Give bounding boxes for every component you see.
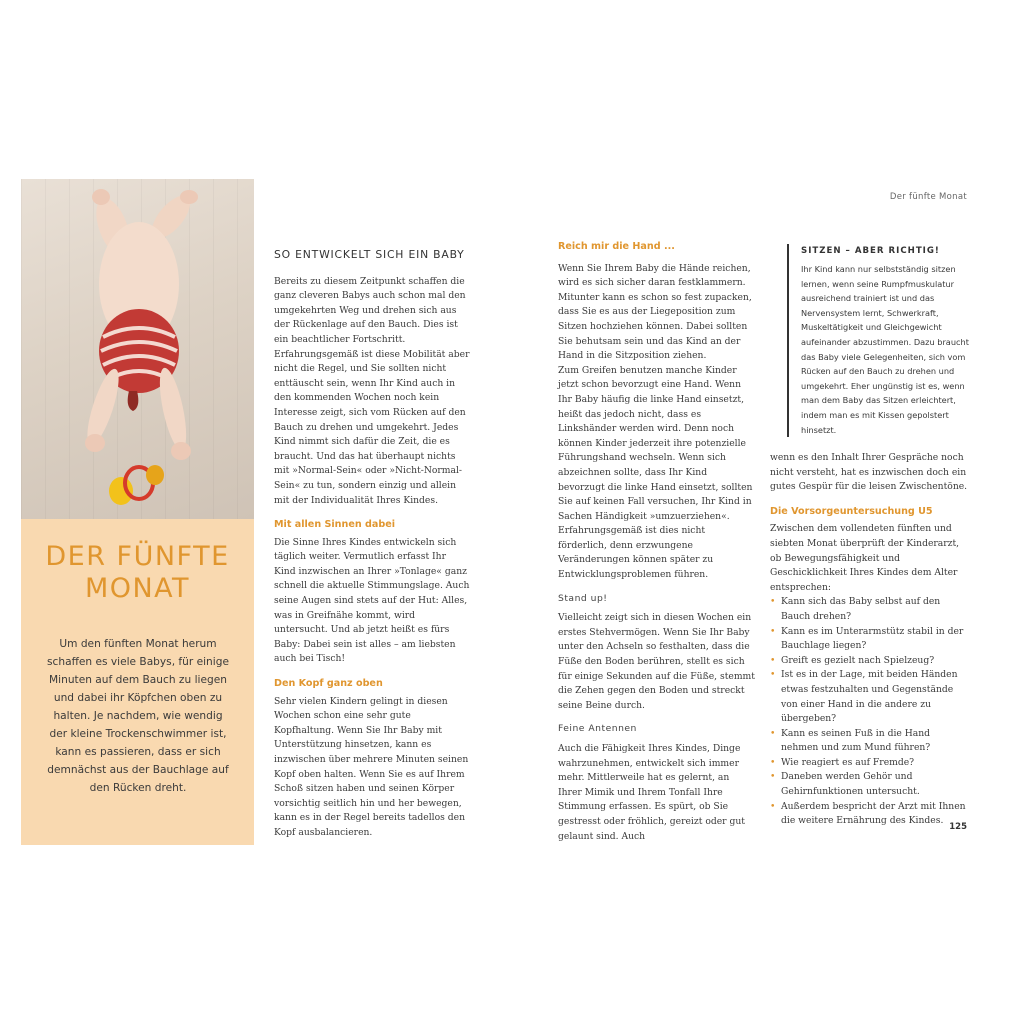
- baby-illustration: [21, 179, 254, 519]
- list-item: • Kann sich das Baby selbst auf den Bauch drehen?: [770, 595, 968, 624]
- list-item: • Wie reagiert es auf Fremde?: [770, 756, 968, 771]
- running-head: Der fünfte Monat: [889, 192, 967, 202]
- tip-box-title: SITZEN – ABER RICHTIG!: [801, 246, 940, 256]
- paragraph: wenn es den Inhalt Ihrer Gespräche noch nicht versteht, hat es inzwischen doch ein gutes Gespür für die leisen Zwischentöne.: [770, 452, 968, 493]
- column-1: [274, 248, 470, 841]
- chapter-title-line2: MONAT: [84, 573, 191, 604]
- baby-photo: [21, 179, 254, 519]
- tip-box-text: Ihr Kind kann nur selbstständig sitzen lernen, wenn seine Rumpfmuskulatur ausreichend trainiert ist und das Nervensystem lernt, Schwerkraft, Muskeltätigkeit und Gleichgewicht aufeinander abzustimmen. Dazu braucht das Baby viele Gelegenheiten, sich vom Rücken auf den Bauch zu drehen und umgekehrt. Eher ungünstig ist es, wenn man dem Baby das Sitzen erleichtert, indem man es mit Kissen gepolstert hinsetzt.: [801, 264, 969, 435]
- list-item: • Ist es in der Lage, mit beiden Händen etwas festzuhalten und Gegenstände von einer Hand in die andere zu übergeben?: [770, 668, 968, 726]
- paragraph: Zum Greifen benutzen manche Kinder jetzt schon bevorzugt eine Hand. Wenn Ihr Baby häufig die linke Hand einsetzt, heißt das jedoch nicht, dass es Linkshänder werden wird. Denn noch können Kinder jederzeit ihre potenzielle Führungshand wechseln. Wenn sich abzeichnen sollte, dass Ihr Kind bevorzugt die linke Hand einsetzt, sollten Sie auf keinen Fall versuchen, Ihr Kind in Sachen Händigkeit »umzuerziehen«. Erfahrungsgemäß ist dies nicht förderlich, denn erzwungene Veränderungen können später zu Entwicklungsproblemen führen.: [558, 364, 753, 581]
- chapter-intro: Um den fünften Monat herum schaffen es viele Babys, für einige Minuten auf dem Bauch zu liegen und dabei ihr Köpfchen oben zu halten. Je nachdem, wie wendig der kleine Trockenschwimmer ist, kann es passieren, dass er sich demnächst aus der Bauchlage auf den Rücken dreht.: [47, 638, 229, 794]
- chapter-title: [21, 541, 254, 605]
- paragraph: Die Sinne Ihres Kindes entwickeln sich täglich weiter. Vermutlich erfasst Ihr Kind inzwischen an Ihrer »Tonlage« ganz schnell die aktuelle Stimmungslage. Auch seine Augen sind stets auf der Hut: Alles, was in Greifnähe kommt, wird untersucht. Und ab jetzt heißt es fürs Baby: Dabei sein ist alles – am liebsten auch bei Tisch!: [274, 536, 470, 665]
- tip-box: [787, 244, 983, 437]
- paragraph: Sehr vielen Kindern gelingt in diesen Wochen schon eine sehr gute Kopfhaltung. Wenn Sie Ihr Baby mit Unterstützung hinsetzen, kann es inzwischen über mehrere Minuten seinen Kopf oben halten. Wenn Sie es auf Ihrem Schoß sitzen haben und seinen Körper vorsichtig seitlich hin und her bewegen, kann es in der Regel bereits tadellos den Kopf ausbalancieren.: [274, 695, 469, 838]
- paragraph: Zwischen dem vollendeten fünften und siebten Monat überprüft der Kinderarzt, ob Bewegungsfähigkeit und Geschicklichkeit Ihres Kindes dem Alter entsprechen:: [770, 523, 960, 593]
- list-item: • Daneben werden Gehör und Gehirnfunktionen untersucht.: [770, 770, 968, 799]
- list-item: • Greift es gezielt nach Spielzeug?: [770, 654, 968, 669]
- list-item: • Außerdem bespricht der Arzt mit Ihnen die weitere Ernährung des Kindes.: [770, 800, 968, 829]
- chapter-panel: [21, 179, 254, 845]
- paragraph: Bereits zu diesem Zeitpunkt schaffen die ganz cleveren Babys auch schon mal den umgekehrten Weg und drehen sich aus der Rückenlage auf den Bauch. Dies ist ein beachtlicher Fortschritt. Erfahrungsgemäß ist diese Mobilität aber nicht die Regel, und Sie sollten nicht enttäuscht sein, wenn Ihr Kind auch in den kommenden Wochen noch kein Interesse zeigt, sich vom Rücken auf den Bauch zu drehen und umgekehrt. Jedes Kind nimmt sich dafür die Zeit, die es braucht. Und das hat überhaupt nichts mit »Normal-Sein« oder »Nicht-Normal-Sein« zu tun, sondern einzig und allein mit der Individualität Ihres Kindes.: [274, 275, 470, 506]
- section-title: SO ENTWICKELT SICH EIN BABY: [274, 248, 465, 261]
- subheading: Stand up!: [558, 592, 608, 604]
- subheading: Die Vorsorgeuntersuchung U5: [770, 505, 933, 517]
- subheading: Den Kopf ganz oben: [274, 678, 383, 690]
- subheading: Mit allen Sinnen dabei: [274, 519, 396, 531]
- subheading: Reich mir die Hand ...: [558, 241, 675, 252]
- checklist: [770, 595, 968, 829]
- list-item: • Kann es im Unterarmstütz stabil in der Bauchlage liegen?: [770, 625, 968, 654]
- paragraph: Vielleicht zeigt sich in diesen Wochen ein erstes Stehvermögen. Wenn Sie Ihr Baby unter den Achseln so festhalten, dass die Füße den Boden berühren, stellt es sich für einige Sekunden auf die Füße, stemmt die Zehen gegen den Boden und streckt seine Beine durch.: [558, 612, 755, 711]
- column-3: [770, 451, 968, 829]
- column-2: [558, 240, 756, 844]
- paragraph: Wenn Sie Ihrem Baby die Hände reichen, wird es sich sicher daran festklammern. Mitunter kann es schon so fest zupacken, dass Sie es aus der Liegeposition zum Sitzen hochziehen können. Dabei sollten Sie behutsam sein und das Kind an der Hand in die Sitzposition ziehen.: [558, 262, 752, 362]
- subheading: Feine Antennen: [558, 723, 637, 735]
- page-number: 125: [949, 822, 967, 832]
- chapter-title-line1: DER FÜNFTE: [45, 541, 230, 572]
- list-item: • Kann es seinen Fuß in die Hand nehmen und zum Mund führen?: [770, 727, 968, 756]
- paragraph: Auch die Fähigkeit Ihres Kindes, Dinge wahrzunehmen, entwickelt sich immer mehr. Mittlerweile hat es gelernt, an Ihrer Mimik und Ihrem Tonfall Ihre Stimmung erfassen. Es spürt, ob Sie gestresst oder fröhlich, gereizt oder gut gelaunt sind. Auch: [558, 743, 745, 842]
